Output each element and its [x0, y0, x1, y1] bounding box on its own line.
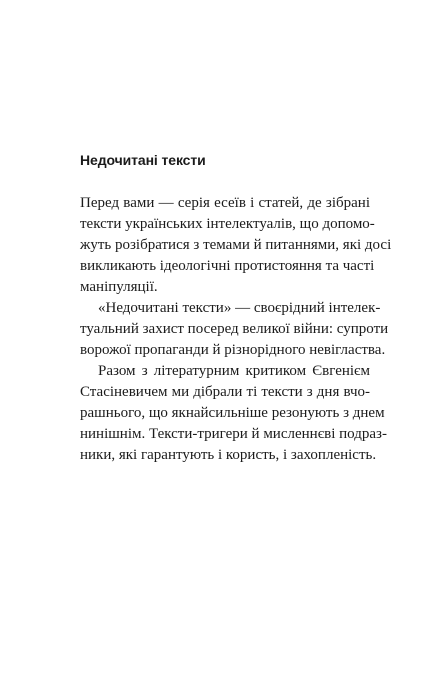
section-title: Недочитані тексти — [80, 152, 206, 168]
paragraph-1 — [80, 193, 392, 298]
paragraph-3 — [80, 361, 387, 466]
text-line: викликають ідеологічні протистояння та часті — [80, 258, 375, 274]
paragraph-2 — [80, 298, 389, 361]
text-line: жуть розібратися з темами й питаннями, які досі — [80, 237, 392, 253]
text-line: Стасіневичем ми дібрали ті тексти з дня вчо- — [80, 384, 370, 400]
text-line: маніпуляції. — [80, 279, 158, 295]
text-line: ники, які гарантують і користь, і захопленість. — [80, 447, 377, 463]
text-line: тексти українських інтелектуалів, що допомо- — [80, 216, 375, 232]
text-line: Разом з літературним критиком Євгенієм — [98, 363, 370, 379]
text-line: Перед вами — серія есеїв і статей, де зібрані — [80, 195, 370, 211]
text-line: туальний захист посеред великої війни: супроти — [80, 321, 389, 337]
annotation-text — [80, 193, 392, 466]
text-line: рашнього, що якнайсильніше резонують з днем — [80, 405, 385, 421]
text-line: «Недочитані тексти» — своєрідний інтелек- — [98, 300, 381, 316]
text-line: ворожої пропаганди й різнорідного невігластва. — [80, 342, 386, 358]
text-line: нинішнім. Тексти-тригери й мисленнєві подраз- — [80, 426, 387, 442]
